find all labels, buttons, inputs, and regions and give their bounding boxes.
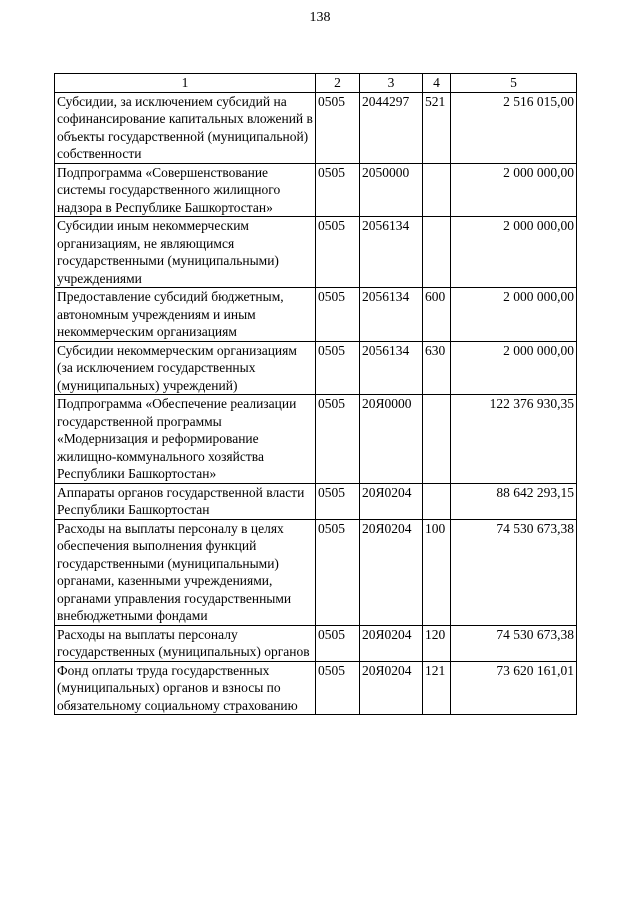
table-row: [55, 483, 577, 519]
header-col-5: 5: [451, 74, 577, 93]
row-sum: 73 620 161,01: [451, 661, 577, 715]
row-sum: 2 516 015,00: [451, 92, 577, 163]
page-number: 138: [309, 10, 331, 25]
row-vr: 120: [423, 625, 451, 661]
row-csr: 2044297: [360, 92, 423, 163]
table-row: [55, 395, 577, 484]
budget-table: [54, 73, 577, 715]
row-csr: 20Я0000: [360, 395, 423, 484]
row-vr: [423, 483, 451, 519]
table-row: [55, 519, 577, 625]
table-row: [55, 217, 577, 288]
row-sum: 2 000 000,00: [451, 341, 577, 395]
table-row: [55, 288, 577, 342]
row-csr: 20Я0204: [360, 519, 423, 625]
row-section: 0505: [316, 288, 360, 342]
row-vr: 100: [423, 519, 451, 625]
row-sum: 2 000 000,00: [451, 288, 577, 342]
table-row: [55, 163, 577, 217]
row-sum: 2 000 000,00: [451, 217, 577, 288]
row-section: 0505: [316, 217, 360, 288]
table-row: [55, 341, 577, 395]
table-header-row: [55, 74, 577, 93]
row-section: 0505: [316, 483, 360, 519]
row-section: 0505: [316, 625, 360, 661]
row-name: Аппараты органов государственной власти Республики Башкортостан: [55, 483, 316, 519]
row-csr: 20Я0204: [360, 483, 423, 519]
row-section: 0505: [316, 661, 360, 715]
row-name: Фонд оплаты труда государственных (муниципальных) органов и взносы по обязательному социальному страхованию: [55, 661, 316, 715]
row-csr: 20Я0204: [360, 625, 423, 661]
row-section: 0505: [316, 519, 360, 625]
row-csr: 2056134: [360, 288, 423, 342]
row-section: 0505: [316, 395, 360, 484]
row-csr: 2056134: [360, 217, 423, 288]
table-row: [55, 661, 577, 715]
table-row: [55, 92, 577, 163]
header-col-4: 4: [423, 74, 451, 93]
header-col-2: 2: [316, 74, 360, 93]
row-section: 0505: [316, 341, 360, 395]
row-csr: 20Я0204: [360, 661, 423, 715]
table-row: [55, 625, 577, 661]
row-name: Расходы на выплаты персоналу в целях обеспечения выполнения функций государственными (муниципальными) органами, казенными учреждениями, органами управления государственными внебюджетными фондами: [55, 519, 316, 625]
row-name: Подпрограмма «Совершенствование системы государственного жилищного надзора в Республике Башкортостан»: [55, 163, 316, 217]
header-col-3: 3: [360, 74, 423, 93]
row-csr: 2056134: [360, 341, 423, 395]
row-section: 0505: [316, 92, 360, 163]
row-vr: [423, 163, 451, 217]
row-name: Субсидии некоммерческим организациям (за исключением государственных (муниципальных) учреждений): [55, 341, 316, 395]
row-name: Предоставление субсидий бюджетным, автономным учреждениям и иным некоммерческим организациям: [55, 288, 316, 342]
row-sum: 88 642 293,15: [451, 483, 577, 519]
row-vr: 121: [423, 661, 451, 715]
row-name: Субсидии иным некоммерческим организациям, не являющимся государственными (муниципальными) учреждениями: [55, 217, 316, 288]
row-vr: 600: [423, 288, 451, 342]
row-vr: [423, 395, 451, 484]
row-csr: 2050000: [360, 163, 423, 217]
row-vr: 630: [423, 341, 451, 395]
row-vr: 521: [423, 92, 451, 163]
row-sum: 74 530 673,38: [451, 519, 577, 625]
row-name: Субсидии, за исключением субсидий на софинансирование капитальных вложений в объекты государственной (муниципальной) собственности: [55, 92, 316, 163]
row-sum: 2 000 000,00: [451, 163, 577, 217]
header-col-1: 1: [55, 74, 316, 93]
row-sum: 74 530 673,38: [451, 625, 577, 661]
row-section: 0505: [316, 163, 360, 217]
row-name: Расходы на выплаты персоналу государственных (муниципальных) органов: [55, 625, 316, 661]
row-sum: 122 376 930,35: [451, 395, 577, 484]
row-vr: [423, 217, 451, 288]
row-name: Подпрограмма «Обеспечение реализации государственной программы «Модернизация и реформирование жилищно-коммунального хозяйства Республики Башкортостан»: [55, 395, 316, 484]
